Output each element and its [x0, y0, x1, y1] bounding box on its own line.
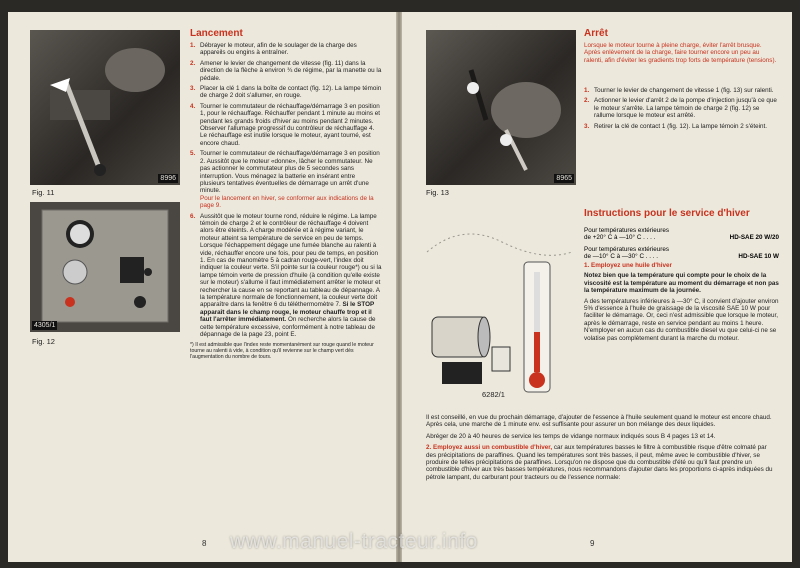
list-item — [584, 97, 779, 119]
item-text: Aussitôt que le moteur tourne rond, réduire le régime. La lampe témoin de charge 2 et le contrôleur de réchauffage 4 doivent alors être éteints. A charge modérée et à régime variant, le moteur atteint sa température de service en peu de temps. Lorsque l'échappement dégage une fumée blanche au ralenti à vide, réchauffer encore une fois, pour peu de temps, en position 1. En cas de manomètre 5 à cadran rouge-vert, l'index doit indiquer la couleur verte. S'il pointe sur la couleur rouge*) ou si la lampe témoin verte de pression d'huile (à condition qu'elle existe sur le moteur) s'allume il faut immédiatement arrêter le moteur et rechercher la cause en se reportant au tableau de dépannage. A la température normale de fonctionnement, la couleur verte doit apparaître dans la fenêtre 6 du téléthermomètre 7. — [200, 212, 382, 309]
step1-title: 1. Employez une huile d'hiver — [584, 262, 672, 269]
section-title-arret: Arrêt — [584, 28, 608, 39]
oil-grade: HD-SAE 20 W/20 — [729, 234, 779, 242]
winter-fig-code: 6282/1 — [482, 390, 505, 399]
stop-warning: Si le STOP apparaît dans le champ rouge, le moteur chauffe trop et il faut l'arrêter immédiatement. — [200, 301, 375, 324]
item-text: Tourner le commutateur de réchauffage/démarrage 3 en position 1, pour le réchauffage. Réchauffer pendant 1 minute au moins et pendant les grands froids d'hiver au moins pendant 2 minutes. Observer l'allumage progressif du contrôleur de réchauffage 4. Le réchauffage est inutile lorsque le moteur, ayant tourné, est encore chaud. — [200, 102, 381, 147]
temp-label: Pour températures extérieures — [584, 227, 670, 234]
step2-title: 2. Employez aussi un combustible d'hiver, — [426, 444, 553, 452]
item-number: 3. — [584, 122, 590, 130]
item-number: 2. — [190, 59, 196, 67]
fig11-code: 8996 — [160, 175, 176, 182]
winter-illustration — [422, 222, 577, 412]
fig12-label: Fig. 12 — [32, 337, 55, 346]
fig12-code: 4305/1 — [34, 322, 56, 329]
fig13-code: 8965 — [556, 175, 572, 182]
item-text: Actionner le levier d'arrêt 2 de la pompe d'injection jusqu'à ce que le moteur s'arrête. La lampe témoin de charge 2 (fig. 12) se rallume lorsque le moteur est arrêté. — [594, 97, 777, 120]
winter-paragraphs — [426, 414, 778, 481]
page-number-right: 9 — [590, 539, 595, 548]
engine-lever-illustration — [30, 30, 180, 185]
arret-instructions — [584, 87, 779, 133]
page-number-left: 8 — [202, 539, 207, 548]
fig13-label: Fig. 13 — [426, 188, 449, 197]
oil-viscosity-table — [584, 227, 779, 261]
step1-text: A des températures inférieures à —30° C, il convient d'ajouter environ 5% d'essence à l'huile de graissage de la viscosité SAE 10 W pour faciliter le démarrage. Or, ceci n'est admissible que lorsque le moteur, après le démarrage, reste en service pendant au moins 1 heure. N'employer en aucun cas du combustible diesel vu que celui-ci ne se volatise pas complètement durant la marche du moteur. — [584, 297, 779, 342]
item-number: 2. — [584, 97, 590, 105]
right-page — [402, 12, 792, 562]
step1-emphasis: Notez bien que la température qui compte pour le choix de la viscosité est la température au moment du démarrage et non pas la température maximum de la journée. — [584, 272, 779, 295]
winter-step-1 — [584, 262, 779, 342]
item-number: 1. — [584, 87, 590, 94]
item-number: 6. — [190, 212, 196, 220]
footnote: *) Il est admissible que l'index reste momentanément sur rouge quand le moteur tourne au ralenti à vide, à condition qu'il revienne sur le champ vert dès l'augmentation du nombre de tours. — [190, 342, 374, 361]
winter-note: Pour le lancement en hiver, se conformer aux indications de la page 9. — [200, 194, 374, 210]
item-number: 5. — [190, 150, 196, 158]
list-item — [190, 42, 382, 57]
item-text: Placer la clé 1 dans la boîte de contact (fig. 12). La lampe témoin de charge 2 doit s'allumer, en rouge. — [200, 85, 382, 100]
fig11-engine-photo — [30, 30, 180, 185]
lancement-instructions — [190, 42, 382, 360]
item-text: Tourner le levier de changement de vitesse 1 (fig. 13) sur ralenti. — [594, 87, 774, 94]
temp-label: Pour températures extérieures — [584, 245, 670, 253]
winter-step-2 — [426, 444, 778, 481]
arret-intro: Lorsque le moteur tourne à pleine charge, éviter l'arrêt brusque. Après enlèvement de la charge, faire tourner encore un peu au ralenti, afin d'éviter les gradients trop forts de température (tensions). — [584, 42, 777, 64]
section-title-hiver: Instructions pour le service d'hiver — [584, 208, 750, 219]
item-text: Tourner le commutateur de réchauffage/démarrage 3 en position 2. Aussitôt que le moteur «donne», lâcher le commutateur. Ne pas actionner le commutateur plus de 5 secondes sans interruption. Vous ménagez la batterie en insérant entre plusieurs tentatives éventuelles de démarrage un arrêt d'une minute. — [200, 150, 380, 195]
paragraph-oil-mixing: Il est conseillé, en vue du prochain démarrage, d'ajouter de l'essence à l'huile seulement quand le moteur est encore chaud. Après cela, une marche de 1 minute env. est suffisante pour assurer un bon mélange des deux liquides. — [426, 414, 772, 429]
section-title-lancement: Lancement — [190, 28, 243, 39]
thermometer-and-fuel-illustration — [422, 222, 577, 412]
item-text: Débrayer le moteur, afin de le soulager de la charge des appareils ou engins à entraîner. — [200, 42, 357, 57]
list-item — [584, 123, 779, 130]
item-number: 4. — [190, 102, 196, 110]
stop-text: On recherche alors la cause de cette température excessive, conformément à notre tableau de dépannage de la page 23, point E. — [200, 316, 376, 339]
paragraph-oil-change: Abréger de 20 à 40 heures de service les temps de vidange normaux indiqués sous B 4 pages 13 et 14. — [426, 432, 716, 440]
watermark: www.manuel-tracteur.info — [230, 530, 478, 553]
item-text: Retirer la clé de contact 1 (fig. 12). La lampe témoin 2 s'éteint. — [594, 122, 768, 130]
oil-grade: HD-SAE 10 W — [738, 253, 779, 261]
step2-text: car aux températures basses le filtre à combustible risque d'être colmaté par des précipitations de paraffines. Quand les températures sont très basses, il peut, même avec le combustible d'hiver, se produire de telles précipitations de paraffines. Lorsqu'on ne dispose que du combustible d'été ou qu'il faut prendre un combustible d'hiver aux très basses températures, nous recommandons d'ajouter dans les proportions ci-après indiquées du pétrole lampant, du carburant pour tracteurs ou de l'essence normale: — [426, 444, 773, 481]
temp-range: de +20° C à —10° C . . . . — [584, 234, 656, 242]
fig11-label: Fig. 11 — [32, 188, 55, 197]
table-row — [584, 246, 779, 261]
fig13-engine-photo — [426, 30, 576, 185]
item-number: 3. — [190, 85, 196, 93]
list-item — [190, 213, 382, 339]
list-item — [190, 103, 382, 147]
fig12-dashboard-photo — [30, 202, 180, 332]
item-text: Amener le levier de changement de vitesse (fig. 11) dans la direction de la flèche à environ ¾ de régime, par la manette ou la pédale. — [200, 59, 382, 82]
list-item — [190, 150, 382, 209]
stop-lever-illustration — [426, 30, 576, 185]
list-item — [190, 60, 382, 82]
temp-range: de —10° C à —30° C . . . . — [584, 253, 658, 261]
list-item — [190, 85, 382, 100]
item-number: 1. — [190, 42, 196, 49]
table-row — [584, 227, 779, 242]
dashboard-illustration — [30, 202, 180, 332]
left-page — [8, 12, 396, 562]
list-item — [584, 87, 779, 94]
